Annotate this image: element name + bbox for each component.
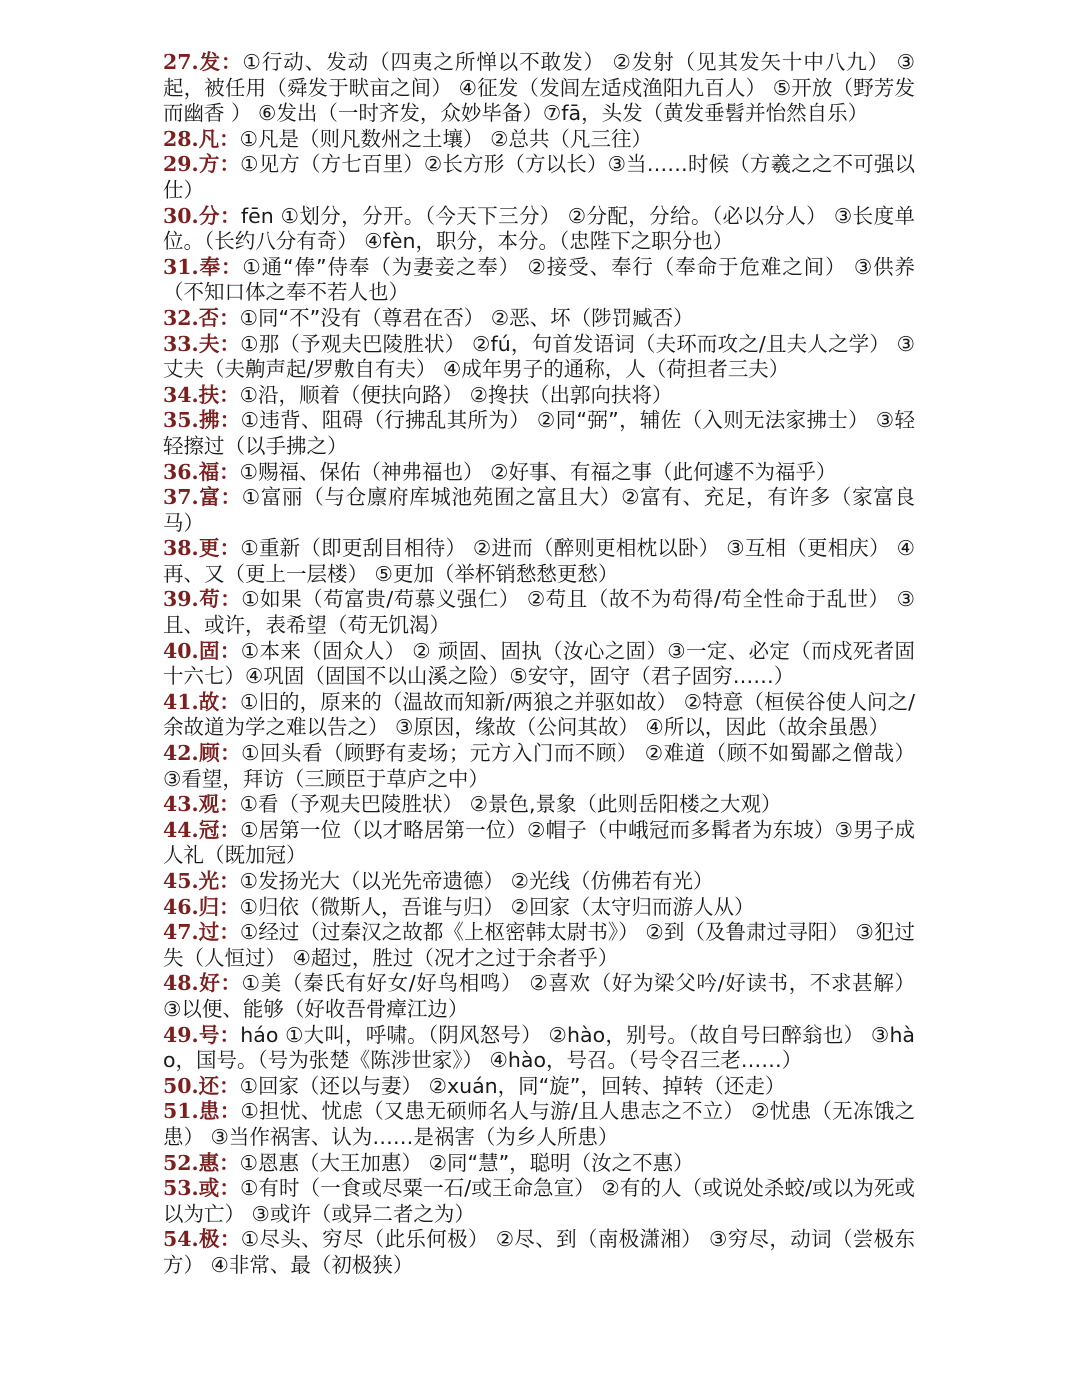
entry-46	[163, 895, 915, 921]
entry-text: ①美（秦氏有好女/好鸟相鸣） ②喜欢（好为梁父吟/好读书，不求甚解） ③以便、能够（好收吾骨瘴江边）	[163, 971, 915, 1021]
entry-text: ①见方（方七百里）②长方形（方以长）③当……时候（方羲之之不可强以仕）	[163, 152, 915, 202]
entry-head: 39.苟：	[163, 587, 242, 612]
entry-text: ①本来（固众人） ② 顽固、固执（汝心之固）③一定、必定（而戍死者固十六七）④巩固（固国不以山溪之险）⑤安守，固守（君子固穷……）	[163, 638, 916, 689]
entry-text: ①富丽（与仓廪府库城池苑囿之富且大）②富有、充足，有许多（家富良马）	[163, 485, 915, 535]
entry-head: 31.奉：	[163, 254, 243, 279]
entry-47	[163, 920, 915, 971]
entry-text: ①行动、发动（四夷之所惮以不敢发） ②发射（见其发矢十中八九） ③起，被任用（舜发于畎亩之间） ④征发（发闾左适戍渔阳九百人） ⑤开放（野芳发而幽香 ） ⑥发出（一时齐发，众妙毕备）⑦fā，头发（黄发垂髫并怡然自乐）	[163, 50, 915, 126]
entry-text: ①通“俸”侍奉（为妻妾之奉） ②接受、奉行（奉命于危难之间） ③供养（不知口体之奉不若人也）	[163, 254, 916, 305]
entry-41	[163, 690, 915, 741]
entry-32	[163, 306, 915, 332]
entry-head: 32.否：	[163, 305, 240, 330]
entry-43	[163, 792, 915, 818]
entry-52	[163, 1151, 915, 1177]
entry-29	[163, 152, 915, 203]
entry-40	[163, 639, 915, 690]
entry-head: 40.固：	[163, 638, 241, 663]
entry-28	[163, 127, 915, 153]
entry-49	[163, 1023, 915, 1074]
entry-37	[163, 485, 915, 536]
entry-head: 52.惠：	[163, 1150, 240, 1175]
entry-54	[163, 1227, 915, 1278]
entry-text: ①违背、阻碍（行拂乱其所为） ②同“弼”，辅佐（入则无法家拂士） ③轻轻擦过（以手拂之）	[163, 408, 916, 458]
entry-text: ①有时（一食或尽粟一石/或王命急宣） ②有的人（或说处杀蛟/或以为死或以为亡） ③或许（或异二者之为）	[163, 1176, 915, 1226]
entry-text: ①赐福、保佑（神弗福也） ②好事、有福之事（此何遽不为福乎）	[239, 459, 837, 484]
entry-text: ①旧的，原来的（温故而知新/两狼之并驱如故） ②特意（桓侯谷使人问之/余故道为学之难以告之） ③原因，缘故（公问其故） ④所以，因此（故余虽愚）	[163, 689, 915, 740]
entry-head: 38.更：	[163, 536, 241, 561]
entry-text: ①居第一位（以才略居第一位）②帽子（中峨冠而多髯者为东坡）③男子成人礼（既加冠）	[163, 817, 915, 868]
entry-text: ①发扬光大（以光先帝遗德） ②光线（仿佛若有光）	[239, 869, 714, 893]
entry-text: ①那（予观夫巴陵胜状） ②fú，句首发语词（夫环而攻之/且夫人之学） ③丈夫（夫齁声起/罗敷自有夫） ④成年男子的通称，人（荷担者三夫）	[163, 331, 915, 382]
entry-head: 27.发：	[163, 50, 243, 74]
entry-39	[163, 587, 915, 638]
entry-text: ①经过（过秦汉之故都《上枢密韩太尉书》） ②到（及鲁肃过寻阳） ③犯过失（人恒过） ④超过，胜过（况才之过于余者乎）	[163, 920, 916, 970]
entry-head: 28.凡：	[163, 126, 240, 151]
entry-text: ①重新（即更刮目相待） ②进而（醉则更相枕以卧） ③互相（更相庆） ④再、又（更上一层楼） ⑤更加（举杯销愁愁更愁）	[163, 536, 915, 586]
entry-text: ①同“不”没有（尊君在否） ②恶、坏（陟罚臧否）	[239, 305, 694, 330]
entry-44	[163, 818, 915, 869]
entry-head: 43.观：	[163, 792, 240, 817]
entry-35	[163, 408, 915, 459]
entry-head: 42.顾：	[163, 741, 242, 766]
entry-head: 53.或：	[163, 1176, 240, 1201]
entry-head: 45.光：	[163, 869, 240, 893]
entry-head: 30.分：	[163, 203, 241, 228]
entry-33	[163, 332, 915, 383]
entry-head: 34.扶：	[163, 382, 240, 407]
entry-51	[163, 1099, 915, 1150]
entry-text: ①回头看（顾野有麦场；元方入门而不顾） ②难道（顾不如蜀鄙之僧哉） ③看望，拜访（三顾臣于草庐之中）	[163, 741, 915, 791]
entry-38	[163, 536, 915, 587]
entry-head: 51.患：	[163, 1099, 241, 1124]
vocabulary-page	[163, 50, 915, 1279]
entry-34	[163, 383, 915, 409]
entry-text: ①归依（微斯人，吾谁与归） ②回家（太守归而游人从）	[239, 894, 755, 919]
entry-head: 50.还：	[163, 1073, 240, 1098]
entry-head: 41.故：	[163, 689, 240, 714]
entry-head: 29.方：	[163, 152, 241, 177]
entry-50	[163, 1074, 915, 1100]
entry-27	[163, 50, 915, 127]
entry-head: 35.拂：	[163, 408, 241, 433]
entry-42	[163, 741, 915, 792]
entry-text: fēn ①划分，分开。（今天下三分） ②分配，分给。（必以分人） ③长度单位。（长约八分有奇） ④fèn，职分，本分。（忠陛下之职分也）	[163, 203, 915, 254]
entry-text: ①如果（苟富贵/苟慕义强仁） ②苟且（故不为苟得/苟全性命于乱世） ③且、或许，表希望（苟无饥渴）	[163, 587, 915, 638]
entry-text: ①尽头、穷尽（此乐何极） ②尽、到（南极潇湘） ③穷尽，动词（尝极东方） ④非常、最（初极狭）	[163, 1227, 916, 1277]
entry-53	[163, 1176, 915, 1227]
entry-text: ①沿，顺着（便扶向路） ②搀扶（出郭向扶将）	[239, 382, 673, 407]
entry-text: ①担忧、忧虑（又患无硕师名人与游/且人患志之不立） ②忧患（无冻饿之患） ③当作祸害、认为……是祸害（为乡人所患）	[163, 1099, 915, 1149]
entry-48	[163, 971, 915, 1022]
entry-head: 48.好：	[163, 971, 242, 996]
entry-head: 46.归：	[163, 894, 240, 919]
entry-30	[163, 204, 915, 255]
entry-head: 36.福：	[163, 459, 240, 484]
entry-head: 33.夫：	[163, 331, 241, 356]
entry-head: 47.过：	[163, 920, 240, 945]
entry-text: ①凡是（则凡数州之土壤） ②总共（凡三往）	[239, 126, 652, 151]
entry-head: 49.号：	[163, 1022, 241, 1047]
entry-head: 37.富：	[163, 485, 242, 510]
entry-36	[163, 460, 915, 486]
entry-45	[163, 869, 915, 895]
entry-text: ①恩惠（大王加惠） ②同“慧”，聪明（汝之不惠）	[239, 1150, 694, 1175]
entry-text: ①回家（还以与妻） ②xuán，同“旋”，回转、掉转（还走）	[239, 1073, 786, 1098]
entry-head: 44.冠：	[163, 817, 241, 842]
entry-text: ①看（予观夫巴陵胜状） ②景色,景象（此则岳阳楼之大观）	[239, 792, 782, 817]
entry-head: 54.极：	[163, 1227, 241, 1252]
entry-31	[163, 255, 915, 306]
entry-text: háo ①大叫，呼啸。（阴风怒号） ②hào，别号。（故自号曰醉翁也） ③hào，国号。（号为张楚《陈涉世家》） ④hào，号召。（号令召三老……）	[163, 1022, 915, 1073]
